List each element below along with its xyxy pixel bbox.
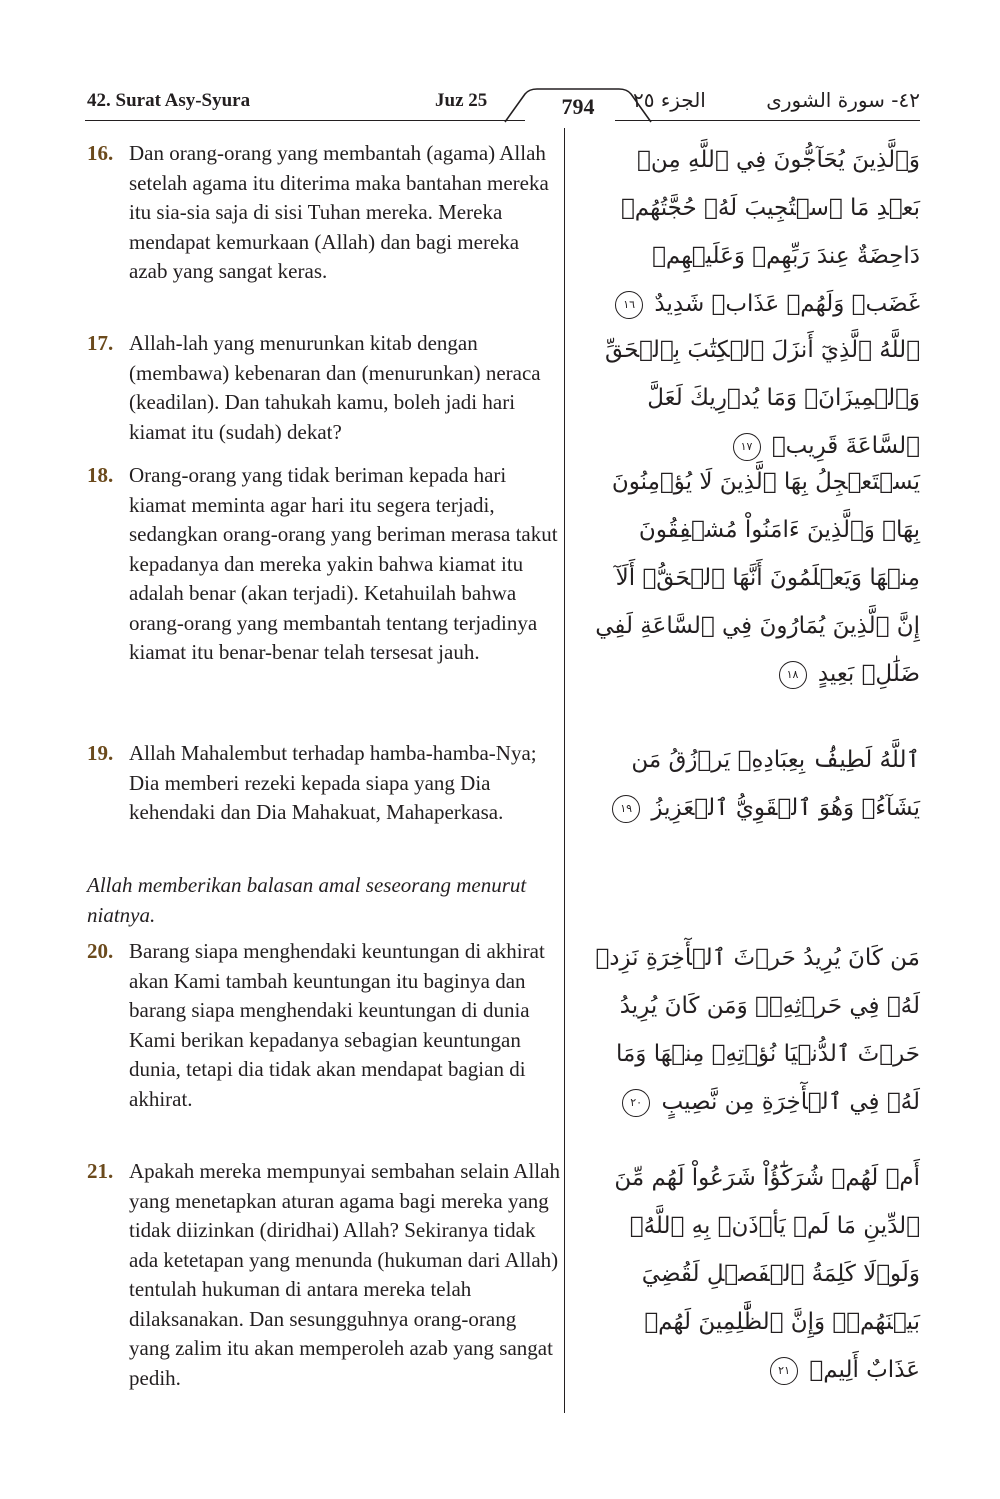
verse-number: 20. (87, 939, 114, 963)
page-number: 794 (561, 94, 595, 119)
verse-text: Orang-orang yang tidak beriman kepada hari kiamat meminta agar hari itu segera terjadi, sedangkan orang-orang yang beriman merasa takut kepadanya dan mereka yakin bahwa kiamat itu adalah benar (akan terjadi). Ketahuilah bahwa orang-orang yang membantah tentang terjadinya kiamat itu benar-benar telah tersesat jauh. (129, 463, 558, 664)
verse-text: Apakah mereka mempunyai sembahan selain Allah yang menetapkan aturan agama bagi mereka yang tidak diizinkan (diridhai) Allah? Sekiranya tidak ada ketetapan yang menunda (hukuman dari Allah) tentulah hukuman di antara mereka telah dilaksanakan. Dan sesungguhnya orang-orang yang zalim itu akan memperoleh azab yang sangat pedih. (129, 1159, 560, 1390)
verse-20-arabic (595, 934, 920, 1126)
ayah-end-marker: ٢١ (770, 1357, 798, 1385)
arabic-text: ٱللَّهُ ٱلَّذِيٓ أَنزَلَ ٱلۡكِتَٰبَ بِٱلۡحَقِّ وَٱلۡمِيزَانَۗ وَمَا يُدۡرِيكَ لَعَلَّ ٱلسَّاعَةَ قَرِيبٞ (605, 337, 920, 459)
header-rule-left (85, 120, 525, 121)
verse-text: Allah-lah yang menurunkan kitab dengan (membawa) kebenaran dan (menurunkan) neraca (keadilan). Dan tahukah kamu, boleh jadi hari kiamat itu (sudah) dekat? (129, 331, 541, 444)
verse-number: 21. (87, 1159, 114, 1183)
verse-text: Barang siapa menghendaki keuntungan di akhirat akan Kami tambah keuntungan itu baginya dan barang siapa menghendaki keuntungan di dunia Kami berikan kepadanya sebagian keuntungan dunia, tetapi dia tidak akan mendapat bagian di akhirat. (129, 939, 545, 1111)
ayah-end-marker: ٢٠ (622, 1089, 650, 1117)
verse-16-arabic (595, 136, 920, 328)
verse-19-arabic (595, 736, 920, 832)
verse-number: 18. (87, 463, 114, 487)
verse-21-arabic (595, 1154, 920, 1394)
verse-number: 19. (87, 741, 114, 765)
ayah-end-marker: ١٧ (733, 433, 761, 461)
section-subheading: Allah memberikan balasan amal seseorang menurut niatnya. (87, 873, 527, 927)
juz-label-arabic: الجزء ٢٥ (633, 88, 706, 112)
page-number-tab (503, 88, 653, 124)
ayah-end-marker: ١٩ (612, 795, 640, 823)
page-header (85, 88, 920, 122)
verse-text: Dan orang-orang yang membantah (agama) Allah setelah agama itu diterima maka bantahan mereka itu sia-sia saja di sisi Tuhan mereka. Mereka mendapat kemurkaan (Allah) dan bagi mereka azab yang sangat keras. (129, 141, 549, 283)
arabic-text: مَن كَانَ يُرِيدُ حَرۡثَ ٱلۡأٓخِرَةِ نَزِدۡ لَهُۥ فِي حَرۡثِهِۦۖ وَمَن كَانَ يُرِيدُ حَرۡثَ ٱلدُّنۡيَا نُؤۡتِهِۦ مِنۡهَا وَمَا لَهُۥ فِي ٱلۡأٓخِرَةِ مِن نَّصِيبٍ (595, 945, 920, 1115)
juz-label-latin: Juz 25 (435, 90, 488, 111)
verse-17-arabic (595, 326, 920, 470)
surah-title-arabic: ٤٢- سورة الشورى (766, 88, 920, 112)
verse-number: 16. (87, 141, 114, 165)
verse-text: Allah Mahalembut terhadap hamba-hamba-Nya; Dia memberi rezeki kepada siapa yang Dia kehendaki dan Dia Mahakuat, Mahaperkasa. (129, 741, 537, 824)
arabic-text: وَٱلَّذِينَ يُحَآجُّونَ فِي ٱللَّهِ مِنۢ بَعۡدِ مَا ٱسۡتُجِيبَ لَهُۥ حُجَّتُهُمۡ دَاحِضَةٌ عِندَ رَبِّهِمۡ وَعَلَيۡهِمۡ غَضَبٞ وَلَهُمۡ عَذَابٞ شَدِيدٌ (621, 147, 920, 317)
verse-18-arabic (595, 458, 920, 698)
arabic-text: يَسۡتَعۡجِلُ بِهَا ٱلَّذِينَ لَا يُؤۡمِنُونَ بِهَاۖ وَٱلَّذِينَ ءَامَنُواْ مُشۡفِقُونَ مِنۡهَا وَيَعۡلَمُونَ أَنَّهَا ٱلۡحَقُّۗ أَلَآ إِنَّ ٱلَّذِينَ يُمَارُونَ فِي ٱلسَّاعَةِ لَفِي ضَلَٰلِۢ بَعِيدٍ (595, 469, 920, 687)
ayah-end-marker: ١٨ (779, 661, 807, 689)
arabic-text: أَمۡ لَهُمۡ شُرَكَٰٓؤُاْ شَرَعُواْ لَهُم مِّنَ ٱلدِّينِ مَا لَمۡ يَأۡذَنۢ بِهِ ٱللَّهُۚ وَلَوۡلَا كَلِمَةُ ٱلۡفَصۡلِ لَقُضِيَ بَيۡنَهُمۡۗ وَإِنَّ ٱلظَّٰلِمِينَ لَهُمۡ عَذَابٌ أَلِيمٞ (614, 1165, 920, 1383)
arabic-text: ٱللَّهُ لَطِيفُۢ بِعِبَادِهِۦ يَرۡزُقُ مَن يَشَآءُۖ وَهُوَ ٱلۡقَوِيُّ ٱلۡعَزِيزُ (631, 747, 920, 821)
surah-title-latin: 42. Surat Asy-Syura (87, 90, 251, 111)
ayah-end-marker: ١٦ (615, 291, 643, 319)
verse-number: 17. (87, 331, 114, 355)
column-divider (564, 128, 565, 1413)
header-rule-right (615, 120, 920, 121)
